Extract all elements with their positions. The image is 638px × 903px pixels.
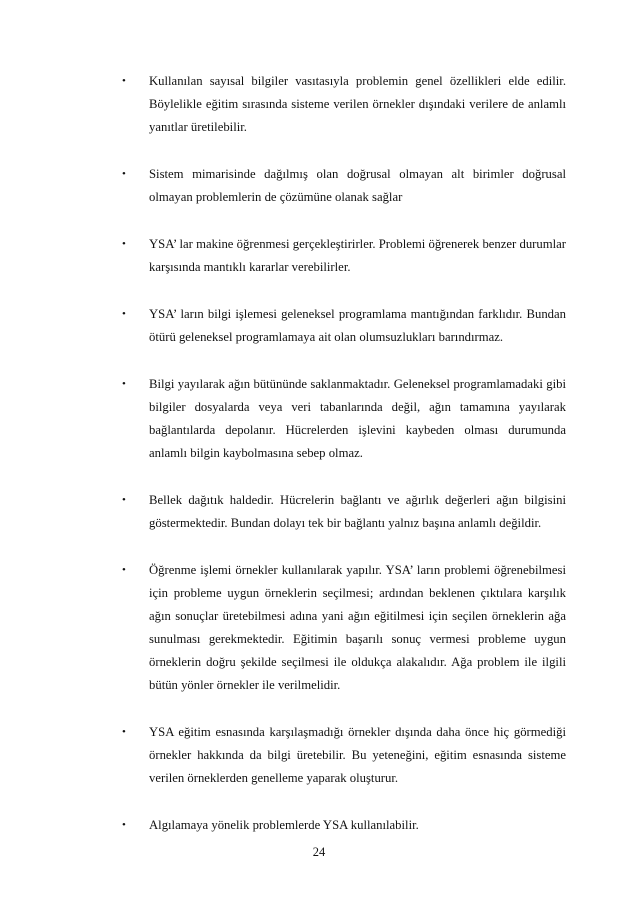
list-item <box>120 559 566 697</box>
list-item-text: Öğrenme işlemi örnekler kullanılarak yapılır. YSA’ ların problemi öğrenebilmesi için probleme uygun örneklerin seçilmesi; ardından beklenen çıktılara karşılık ağın sonuçlar üretebilmesi adına yani ağın eğitilmesi için seçilen örneklerin ağa sunulması gerekmektedir. Eğitimin başarılı sonuç vermesi probleme uygun örneklerin doğru şekilde seçilmesi ile oldukça alakalıdır. Ağa problem ile ilgili bütün yönler örnekler ile verilmelidir. <box>149 563 566 692</box>
bullet-icon: • <box>122 726 126 738</box>
list-item-text: Sistem mimarisinde dağılmış olan doğrusal olmayan alt birimler doğrusal olmayan problemlerin de çözümüne olanak sağlar <box>149 167 566 204</box>
list-item-text: Bellek dağıtık haldedir. Hücrelerin bağlantı ve ağırlık değerleri ağın bilgisini göstermektedir. Bundan dolayı tek bir bağlantı yalnız başına anlamlı değildir. <box>149 493 566 530</box>
list-item-text: Bilgi yayılarak ağın bütününde saklanmaktadır. Geleneksel programlamadaki gibi bilgiler dosyalarda veya veri tabanlarında değil, ağın tamamına yayılarak bağlantılarda depolanır. Hücrelerden işlevini kaybeden olması durumunda anlamlı bilgin kaybolmasına sebep olmaz. <box>149 377 566 460</box>
list-item <box>120 721 566 790</box>
list-item <box>120 814 566 837</box>
bullet-icon: • <box>122 308 126 320</box>
list-item <box>120 70 566 139</box>
bullet-list <box>120 70 566 837</box>
page-number: 24 <box>312 845 326 859</box>
bullet-icon: • <box>122 564 126 576</box>
bullet-icon: • <box>122 378 126 390</box>
list-item-text: YSA eğitim esnasında karşılaşmadığı örnekler dışında daha önce hiç görmediği örnekler hakkında da bilgi üretebilir. Bu yeteneğini, eğitim esnasında sisteme verilen örneklerden genelleme yaparak oluşturur. <box>149 725 566 785</box>
bullet-icon: • <box>122 75 126 87</box>
list-item-text: Algılamaya yönelik problemlerde YSA kullanılabilir. <box>149 818 419 832</box>
list-item <box>120 373 566 465</box>
list-item-text: YSA’ ların bilgi işlemesi geleneksel programlama mantığından farklıdır. Bundan ötürü geleneksel programlamaya ait olan olumsuzlukları barındırmaz. <box>149 307 566 344</box>
bullet-icon: • <box>122 168 126 180</box>
list-item-text: YSA’ lar makine öğrenmesi gerçekleştirirler. Problemi öğrenerek benzer durumlar karşısında mantıklı kararlar verebilirler. <box>149 237 566 274</box>
list-item <box>120 303 566 349</box>
list-item <box>120 489 566 535</box>
list-item <box>120 163 566 209</box>
list-item-text: Kullanılan sayısal bilgiler vasıtasıyla problemin genel özellikleri elde edilir. Böylelikle eğitim sırasında sisteme verilen örnekler dışındaki verilere de anlamlı yanıtlar üretilebilir. <box>149 74 566 134</box>
bullet-icon: • <box>122 494 126 506</box>
bullet-icon: • <box>122 238 126 250</box>
bullet-icon: • <box>122 819 126 831</box>
list-item <box>120 233 566 279</box>
